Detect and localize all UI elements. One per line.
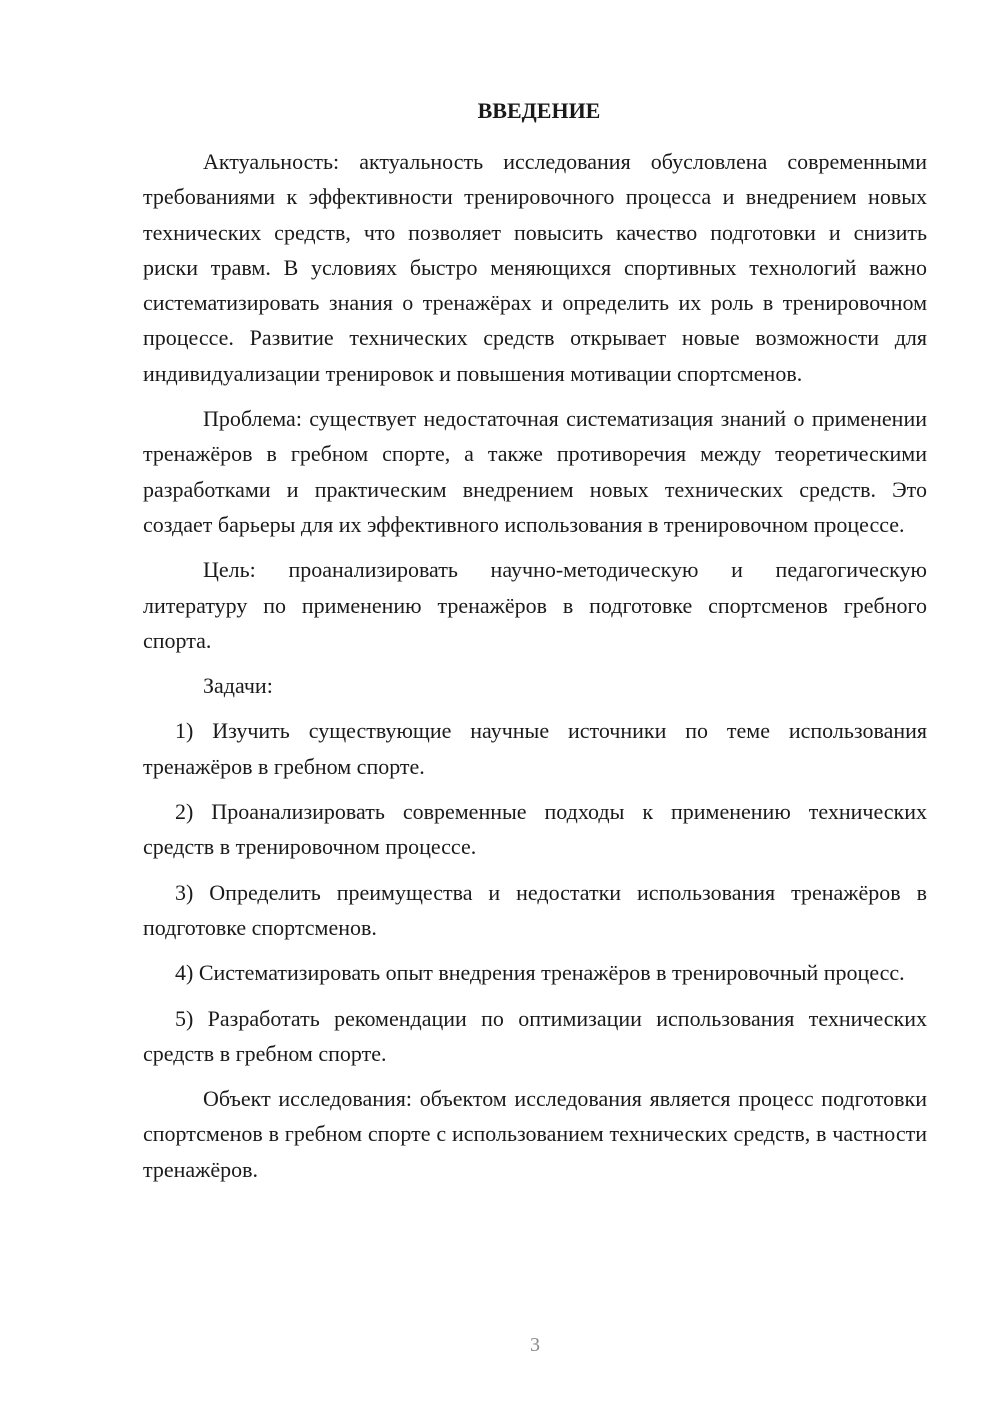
object-paragraph: Объект исследования: объектом исследования является процесс подготовки спортсменов в гребном спорте с использованием технических средств, в частности тренажёров. xyxy=(143,1086,927,1182)
problem-paragraph: Проблема: существует недостаточная систематизация знаний о применении тренажёров в гребном спорте, а также противоречия между теоретическими разработками и практическим внедрением новых технических средств. Это создает барьеры для их эффективного использования в тренировочном процессе. xyxy=(143,406,927,537)
task-item-4: 4) Систематизировать опыт внедрения тренажёров в тренировочный процесс. xyxy=(175,960,905,986)
task-item-2: 2) Проанализировать современные подходы к применению технических средств в тренировочном процессе. xyxy=(143,799,927,860)
task-item-3: 3) Определить преимущества и недостатки использования тренажёров в подготовке спортсменов. xyxy=(143,879,927,940)
task-item-1: 1) Изучить существующие научные источники по теме использования тренажёров в гребном спорте. xyxy=(143,718,927,779)
relevance-paragraph: Актуальность: актуальность исследования обусловлена современными требованиями к эффективности тренировочного процесса и внедрением новых технических средств, что позволяет повысить качество подготовки и снизить риски травм. В условиях быстро меняющихся спортивных технологий важно систематизировать знания о тренажёрах и определить их роль в тренировочном процессе. Развитие технических средств открывает новые возможности для индивидуализации тренировок и повышения мотивации спортсменов. xyxy=(143,149,927,386)
task-item-5: 5) Разработать рекомендации по оптимизации использования технических средств в гребном спорте. xyxy=(143,1005,927,1066)
document-page xyxy=(143,96,927,1187)
tasks-label: Задачи: xyxy=(203,673,273,699)
section-heading: ВВЕДЕНИЕ xyxy=(477,98,601,123)
page-number: 3 xyxy=(530,1334,540,1356)
goal-paragraph: Цель: проанализировать научно-методическую и педагогическую литературу по применению тренажёров в подготовке спортсменов гребного спорта. xyxy=(143,557,927,653)
